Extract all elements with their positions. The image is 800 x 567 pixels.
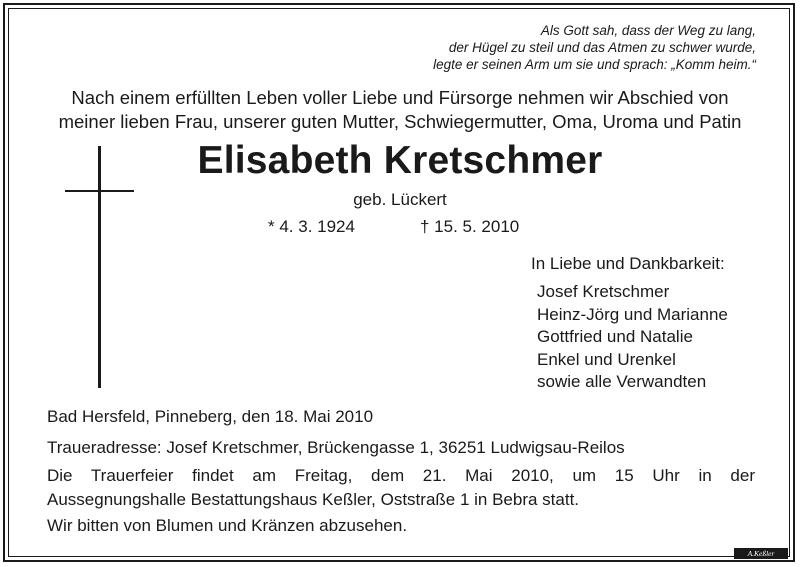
mourner-item: Gottfried und Natalie	[537, 327, 693, 346]
mourning-address: Traueradresse: Josef Kretschmer, Brückengasse 1, 36251 Ludwigsau-Reilos	[47, 438, 625, 457]
mourners-list	[537, 281, 728, 394]
birth-date: * 4. 3. 1924	[268, 217, 355, 236]
intro-text	[0, 86, 800, 134]
funeral-line: Aussegnungshalle Bestattungshaus Keßler, Oststraße 1 in Bebra statt.	[47, 490, 580, 509]
maiden-name: geb. Lückert	[353, 190, 447, 209]
funeral-line: Die Trauerfeier findet am Freitag, dem 21. Mai 2010, um 15 Uhr in der	[47, 466, 755, 485]
funeral-info	[47, 464, 755, 512]
death-date: † 15. 5. 2010	[420, 217, 520, 236]
publisher-signature: A.Keßler	[734, 548, 788, 559]
poem-quote	[433, 22, 756, 73]
deceased-name: Elisabeth Kretschmer	[197, 139, 603, 182]
mourner-item: Josef Kretschmer	[537, 282, 670, 301]
flowers-note: Wir bitten von Blumen und Kränzen abzusehen.	[47, 516, 408, 535]
intro-line: meiner lieben Frau, unserer guten Mutter, Schwiegermutter, Oma, Uroma und Patin	[58, 111, 742, 132]
thanks-heading: In Liebe und Dankbarkeit:	[531, 254, 725, 273]
place-date: Bad Hersfeld, Pinneberg, den 18. Mai 2010	[47, 407, 374, 426]
mourner-item: Enkel und Urenkel	[537, 349, 676, 369]
intro-line: Nach einem erfüllten Leben voller Liebe und Fürsorge nehmen wir Abschied von	[71, 87, 729, 108]
poem-line: legte er seinen Arm um sie und sprach: „Komm heim.“	[433, 57, 756, 72]
poem-line: der Hügel zu steil und das Atmen zu schwer wurde,	[448, 40, 756, 55]
mourner-item: Heinz-Jörg und Marianne	[537, 304, 728, 324]
mourner-item: sowie alle Verwandten	[537, 372, 707, 391]
poem-line: Als Gott sah, dass der Weg zu lang,	[540, 23, 756, 38]
